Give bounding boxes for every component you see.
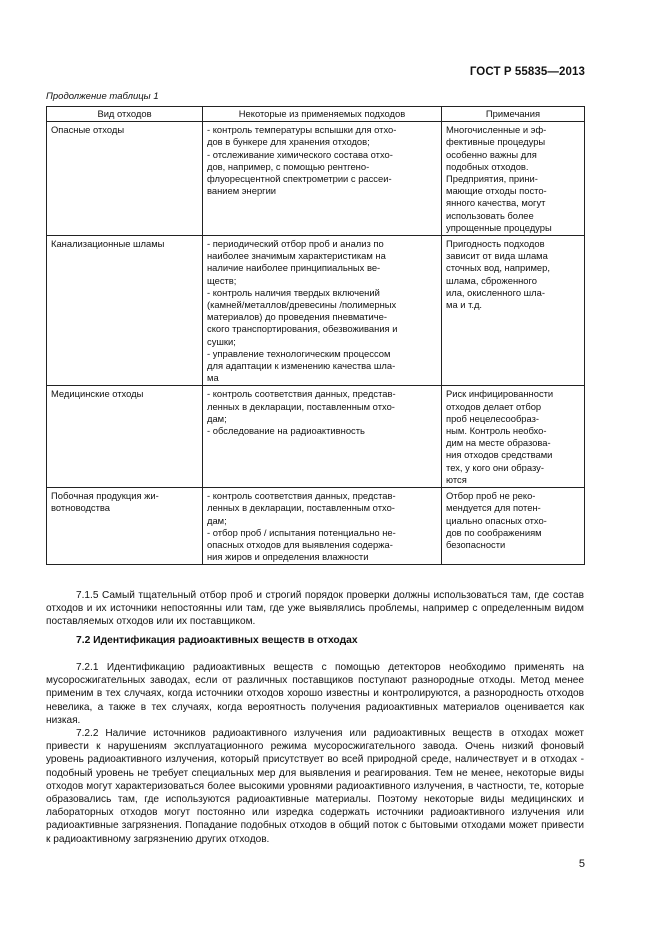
- approach-line: материалов) до проведения пневматиче-: [207, 311, 388, 323]
- waste-type-cell: Побочная продукция жи- вотноводства: [47, 488, 203, 565]
- note-line: Пригодность подходов: [446, 238, 545, 250]
- approach-line: сушки;: [207, 335, 236, 347]
- note-line: Отбор проб не реко-: [446, 490, 536, 502]
- note-line: шлама, сброженного: [446, 274, 537, 286]
- note-line: зависит от вида шлама: [446, 250, 548, 262]
- column-header-type: Вид отходов: [47, 107, 203, 122]
- note-line: дим на месте образова-: [446, 437, 551, 449]
- note-line: использовать более: [446, 209, 534, 221]
- note-line: ния отходов средствами: [446, 449, 553, 461]
- page-number: 5: [578, 858, 585, 870]
- note-line: мендуется для потен-: [446, 502, 541, 514]
- approach-line: - обследование на радиоактивность: [207, 425, 365, 437]
- note-line: мающие отходы посто-: [446, 185, 547, 197]
- note-line: ила, окисленного шла-: [446, 286, 545, 298]
- note-line: дов по соображениям: [446, 526, 542, 538]
- waste-approaches-table: [46, 106, 585, 565]
- approach-line: ского транспортирования, обезвоживания и: [207, 323, 398, 335]
- approach-line: - контроль наличия твердых включений: [207, 286, 380, 298]
- waste-type-cell: Медицинские отходы: [47, 386, 203, 488]
- waste-type-cell: Опасные отходы: [47, 122, 203, 236]
- note-line: янного качества, могут: [446, 197, 546, 209]
- approaches-cell: [203, 122, 442, 236]
- note-line: циально опасных отхо-: [446, 514, 547, 526]
- note-line: отходов делает отбор: [446, 400, 542, 412]
- note-line: Риск инфицированности: [446, 388, 554, 400]
- approach-line: для адаптации к изменению качества шла-: [207, 360, 396, 372]
- notes-cell: [442, 122, 585, 236]
- section-7-2-body: [46, 661, 584, 846]
- section-7-2-title: 7.2 Идентификация радиоактивных веществ в отходах: [76, 635, 358, 646]
- approach-line: дов, например, с помощью рентгено-: [207, 160, 370, 172]
- paragraph-7-1-5: [46, 589, 584, 629]
- note-line: упрощенные процедуры: [446, 221, 552, 233]
- approach-line: наиболее значимым характеристикам на: [207, 250, 386, 262]
- note-line: фективные процедуры: [446, 136, 546, 148]
- approach-line: - отбор проб / испытания потенциально не-: [207, 526, 396, 538]
- table-caption: Продолжение таблицы 1: [46, 91, 159, 102]
- note-line: безопасности: [446, 538, 506, 550]
- note-line: Предприятия, прини-: [446, 173, 538, 185]
- approach-line: ществ;: [207, 274, 237, 286]
- approach-line: ленных в декларации, поставленным отхо-: [207, 400, 395, 412]
- approach-line: ленных в декларации, поставленным отхо-: [207, 502, 395, 514]
- table-row: [47, 122, 585, 236]
- approach-line: - контроль соответствия данных, представ-: [207, 388, 396, 400]
- notes-cell: [442, 488, 585, 565]
- approach-line: - управление технологическим процессом: [207, 347, 391, 359]
- approach-line: - контроль соответствия данных, представ-: [207, 490, 396, 502]
- approach-line: дов в бункере для хранения отходов;: [207, 136, 370, 148]
- approach-line: (камней/металлов/древесины /полимерных: [207, 299, 397, 311]
- approach-line: - контроль температуры вспышки для отхо-: [207, 124, 397, 136]
- approach-line: - периодический отбор проб и анализ по: [207, 238, 384, 250]
- approach-line: ванием энергии: [207, 185, 277, 197]
- note-line: особенно важны для: [446, 148, 537, 160]
- approaches-cell: [203, 488, 442, 565]
- approach-line: ма: [207, 372, 219, 384]
- table-row: [47, 236, 585, 386]
- note-line: Многочисленные и эф-: [446, 124, 547, 136]
- waste-type-cell: Канализационные шламы: [47, 236, 203, 386]
- approach-line: ния жиров и определения влажности: [207, 551, 369, 563]
- approaches-cell: [203, 386, 442, 488]
- note-line: ются: [446, 473, 467, 485]
- approach-line: флуоресцентной спектрометрии с рассеи-: [207, 173, 392, 185]
- note-line: подобных отходов.: [446, 160, 529, 172]
- note-line: ма и т.д.: [446, 299, 483, 311]
- column-header-notes: Примечания: [442, 107, 585, 122]
- notes-cell: [442, 236, 585, 386]
- note-line: сточных вод, например,: [446, 262, 550, 274]
- approaches-cell: [203, 236, 442, 386]
- document-header: ГОСТ Р 55835—2013: [469, 66, 585, 78]
- notes-cell: [442, 386, 585, 488]
- paragraph-7-1-5-text: 7.1.5 Самый тщательный отбор проб и строгий порядок проверки должны использоваться там, где состав отходов и их источники непостоянны или там, где уже выявлялись проблемы, например с определенным видом поставляемых отходов или их поставщиком.: [46, 590, 584, 628]
- approach-line: наличие наиболее принципиальных ве-: [207, 262, 381, 274]
- approach-line: - отслеживание химического состава отхо-: [207, 148, 393, 160]
- paragraph-7-2-1: 7.2.1 Идентификацию радиоактивных веществ с помощью детекторов необходимо применять на мусоросжигательных заводах, если от различных поставщиков поступают разнородные отходы. Метод менее применим в тех случаях, когда источники отходов хорошо известны и контролируются, а разнородность отходов невелика, а также в тех случаях, когда вероятность получения радиоактивных материалов оценивается как низкая.: [46, 662, 584, 726]
- table-row: [47, 488, 585, 565]
- approach-line: дам;: [207, 514, 227, 526]
- table-row: [47, 386, 585, 488]
- approach-line: дам;: [207, 412, 227, 424]
- note-line: тех, у кого они образу-: [446, 461, 544, 473]
- approach-line: опасных отходов для выявления содержа-: [207, 538, 393, 550]
- note-line: ным. Контроль необхо-: [446, 425, 547, 437]
- paragraph-7-2-2: 7.2.2 Наличие источников радиоактивного излучения или радиоактивных веществ в отходах может привести к нарушениям эксплуатационного режима мусоросжигательного завода. Очень низкий фоновый уровень радиоактивного излучения, который присутствует во всей природной среде, наличествует и в отходах - подобный уровень не требует специальных мер для выявления и реагирования. Тем не менее, некоторые виды отходов могут характеризоваться более высокими уровнями радиоактивного излучения, в частности, те, которые образовались там, где используются радиоактивные материалы. Поэтому некоторые виды медицинских и лабораторных отходов могут постоянно или изредка содержать источники радиоактивного излучения или радиоактивные загрязнения. Попадание подобных отходов в общий поток с бытовыми отходами может привести к радиоактивному загрязнению других отходов.: [46, 728, 584, 845]
- note-line: проб нецелесообраз-: [446, 412, 540, 424]
- table-header-row: [47, 107, 585, 122]
- column-header-approaches: Некоторые из применяемых подходов: [203, 107, 442, 122]
